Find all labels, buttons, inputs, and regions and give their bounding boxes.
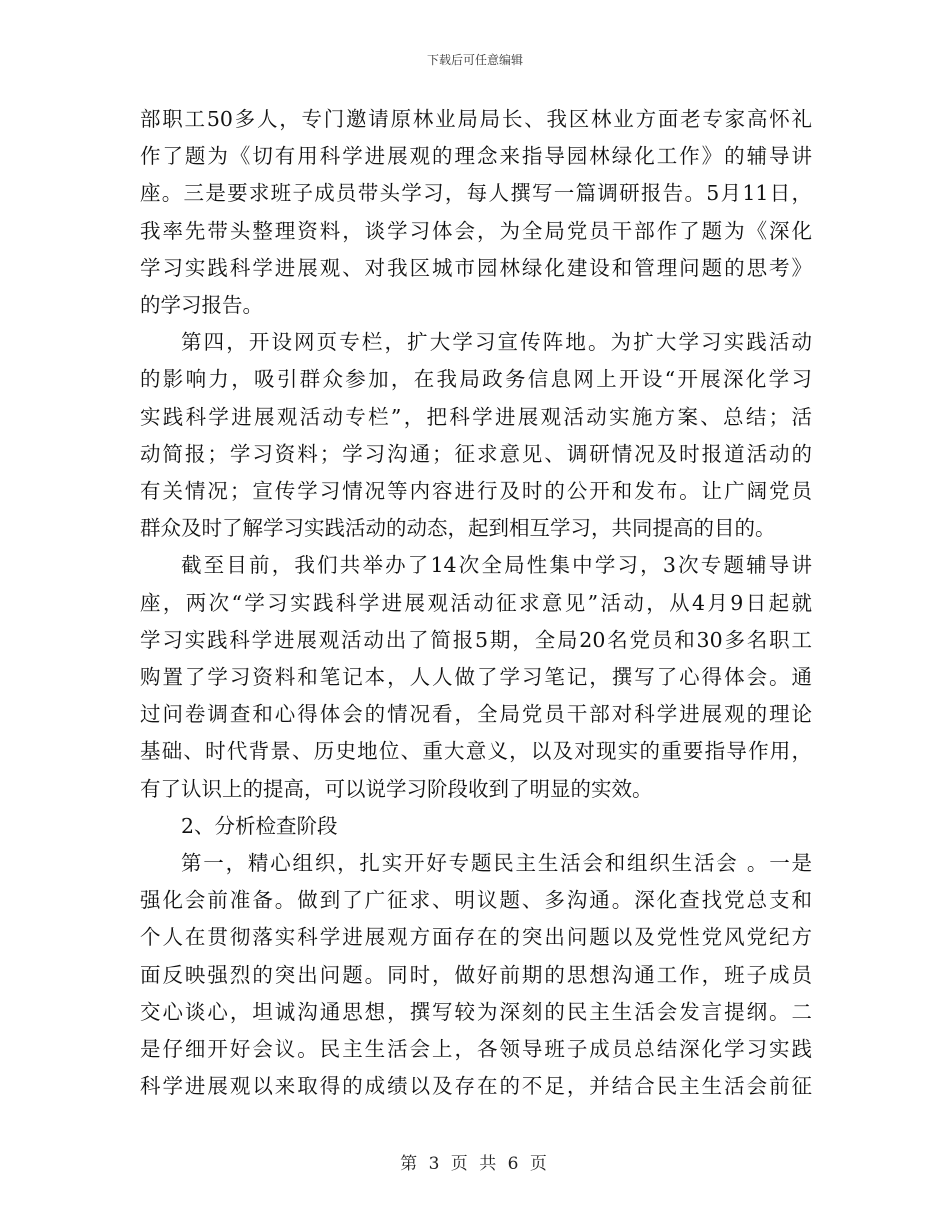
page-number-label: 第 3 页 共 6 页 — [400, 1154, 550, 1174]
text-line: 2、分析检查阶段 — [181, 813, 338, 838]
text-line: 强化会前准备。做到了广征求、明议题、多沟通。深化查找党总支和 — [140, 888, 812, 913]
text-line: 第四，开设网页专栏，扩大学习宣传阵地。为扩大学习实践活动 — [181, 330, 812, 355]
document-body — [140, 101, 812, 1105]
text-line: 动简报；学习资料；学习沟通；征求意见、调研情况及时报道活动的 — [140, 441, 812, 466]
text-line: 个人在贯彻落实科学进展观方面存在的突出问题以及党性党风党纪方 — [140, 925, 812, 950]
text-line: 部职工50多人，专门邀请原林业局局长、我区林业方面老专家高怀礼 — [140, 107, 812, 131]
text-line: 第一，精心组织，扎实开好专题民主生活会和组织生活会 。一是 — [181, 851, 812, 876]
section-heading — [140, 808, 812, 845]
paragraph-1 — [140, 101, 812, 324]
text-line: 有了认识上的提高，可以说学习阶段收到了明显的实效。 — [140, 776, 653, 801]
paragraph-3 — [140, 547, 812, 807]
text-line: 有关情况；宣传学习情况等内容进行及时的公开和发布。让广阔党员 — [140, 479, 812, 504]
text-line: 的学习报告。 — [140, 293, 263, 318]
text-line: 学习实践科学进展观活动出了简报5期，全局20名党员和30多名职工 — [140, 627, 812, 652]
text-line: 基础、时代背景、历史地位、重大意义，以及对现实的重要指导作用， — [140, 739, 812, 764]
text-line: 是仔细开好会议。民主生活会上，各领导班子成员总结深化学习实践 — [140, 1037, 812, 1062]
paragraph-2 — [140, 324, 812, 547]
text-line: 群众及时了解学习实践活动的动态，起到相互学习，共同提高的目的。 — [140, 516, 776, 541]
text-line: 座。三是要求班子成员带头学习，每人撰写一篇调研报告。5月11日， — [140, 181, 812, 206]
text-line: 过问卷调查和心得体会的情况看，全局党员干部对科学进展观的理论 — [140, 702, 812, 727]
text-line: 我率先带头整理资料，谈学习体会，为全局党员干部作了题为《深化 — [140, 218, 812, 243]
text-line: 科学进展观以来取得的成绩以及存在的不足，并结合民主生活会前征 — [140, 1074, 812, 1099]
text-line: 座，两次“学习实践科学进展观活动征求意见”活动，从4月9日起就 — [140, 590, 812, 615]
paragraph-4 — [140, 845, 812, 1105]
text-line: 购置了学习资料和笔记本，人人做了学习笔记，撰写了心得体会。通 — [140, 665, 812, 690]
header-note: 下载后可任意编辑 — [426, 53, 523, 67]
page-header — [0, 52, 950, 68]
page-footer — [0, 1152, 950, 1176]
text-line: 截至目前，我们共举办了14次全局性集中学习，3次专题辅导讲 — [181, 553, 812, 578]
text-line: 学习实践科学进展观、对我区城市园林绿化建设和管理问题的思考》 — [140, 255, 812, 280]
text-line: 面反映强烈的突出问题。同时，做好前期的思想沟通工作，班子成员 — [140, 962, 812, 987]
text-line: 实践科学进展观活动专栏”，把科学进展观活动实施方案、总结；活 — [140, 404, 812, 429]
text-line: 交心谈心，坦诚沟通思想，撰写较为深刻的民主生活会发言提纲。二 — [140, 999, 812, 1024]
text-line: 的影响力，吸引群众参加，在我局政务信息网上开设“开展深化学习 — [140, 367, 812, 392]
text-line: 作了题为《切有用科学进展观的理念来指导园林绿化工作》的辅导讲 — [140, 144, 812, 169]
